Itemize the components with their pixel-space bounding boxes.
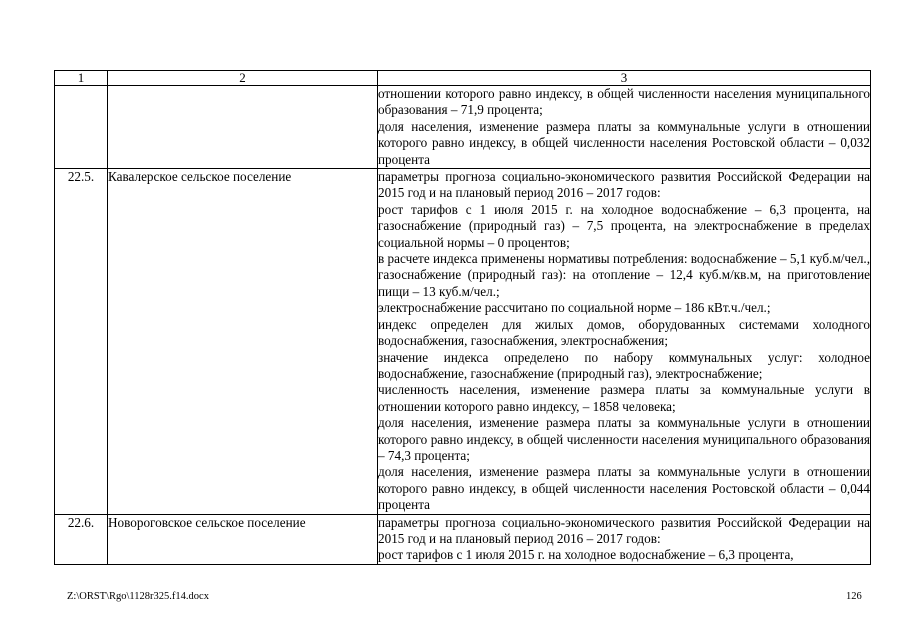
settlement-name xyxy=(108,86,378,169)
description-paragraph: параметры прогноза социально-экономического развития Российской Федерации на 2015 год и на плановый период 2016 – 2017 годов: xyxy=(378,514,870,546)
description-paragraph: рост тарифов с 1 июля 2015 г. на холодное водоснабжение – 6,3 процента, на газоснабжение (природный газ) – 7,5 процента, на электроснабжение в пределах социальной нормы – 0 процентов; xyxy=(378,201,870,250)
description-paragraph: в расчете индекса применены нормативы потребления: водоснабжение – 5,1 куб.м/чел., газоснабжение (природный газ): на отопление – 12,4 куб.м/кв.м, на приготовление пищи – 13 куб.м/чел.; xyxy=(378,251,870,299)
description-paragraph: электроснабжение рассчитано по социальной норме – 186 кВт.ч./чел.; xyxy=(378,300,771,316)
header-col-3: 3 xyxy=(378,71,871,86)
row-description xyxy=(378,514,871,564)
table-row xyxy=(55,514,871,564)
description-paragraph: отношении которого равно индексу, в общей численности населения муниципального образования – 71,9 процента; xyxy=(378,86,870,118)
description-paragraph: доля населения, изменение размера платы за коммунальные услуги в отношении которого равно индексу, в общей численности населения Ростовской области – 0,044 процента xyxy=(378,464,870,513)
description-paragraph: доля населения, изменение размера платы за коммунальные услуги в отношении которого равно индексу, в общей численности населения муниципального образования – 74,3 процента; xyxy=(378,415,870,463)
footer-file-path: Z:\ORST\Rgo\1128r325.f14.docx xyxy=(67,591,209,602)
table-header-row xyxy=(55,71,871,86)
header-col-2: 2 xyxy=(108,71,378,86)
table-row xyxy=(55,86,871,169)
description-paragraph: рост тарифов с 1 июля 2015 г. на холодное водоснабжение – 6,3 процента, xyxy=(378,547,794,563)
description-paragraph: доля населения, изменение размера платы за коммунальные услуги в отношении которого равно индексу, в общей численности населения Ростовской области – 0,032 процента xyxy=(378,118,870,167)
page-bottom-mask xyxy=(54,578,871,640)
description-paragraph: значение индекса определено по набору коммунальных услуг: холодное водоснабжение, газоснабжение (природный газ), электроснабжение; xyxy=(378,349,870,381)
settlement-name: Новороговское сельское поселение xyxy=(108,514,378,564)
settlement-name: Кавалерское сельское поселение xyxy=(108,169,378,515)
description-paragraph: индекс определен для жилых домов, оборудованных системами холодного водоснабжения, газоснабжения, электроснабжения; xyxy=(378,316,870,349)
row-description xyxy=(378,86,871,169)
row-number: 22.6. xyxy=(55,514,108,564)
row-number xyxy=(55,86,108,169)
footer-page-number: 126 xyxy=(846,591,862,602)
description-paragraph: численность населения, изменение размера платы за коммунальные услуги в отношении которого равно индексу, – 1858 человека; xyxy=(378,382,870,414)
table-row xyxy=(55,169,871,515)
row-number: 22.5. xyxy=(55,169,108,515)
row-description xyxy=(378,169,871,515)
header-col-1: 1 xyxy=(55,71,108,86)
tariff-index-table xyxy=(54,70,871,565)
description-paragraph: параметры прогноза социально-экономического развития Российской Федерации на 2015 год и на плановый период 2016 – 2017 годов: xyxy=(378,169,870,201)
